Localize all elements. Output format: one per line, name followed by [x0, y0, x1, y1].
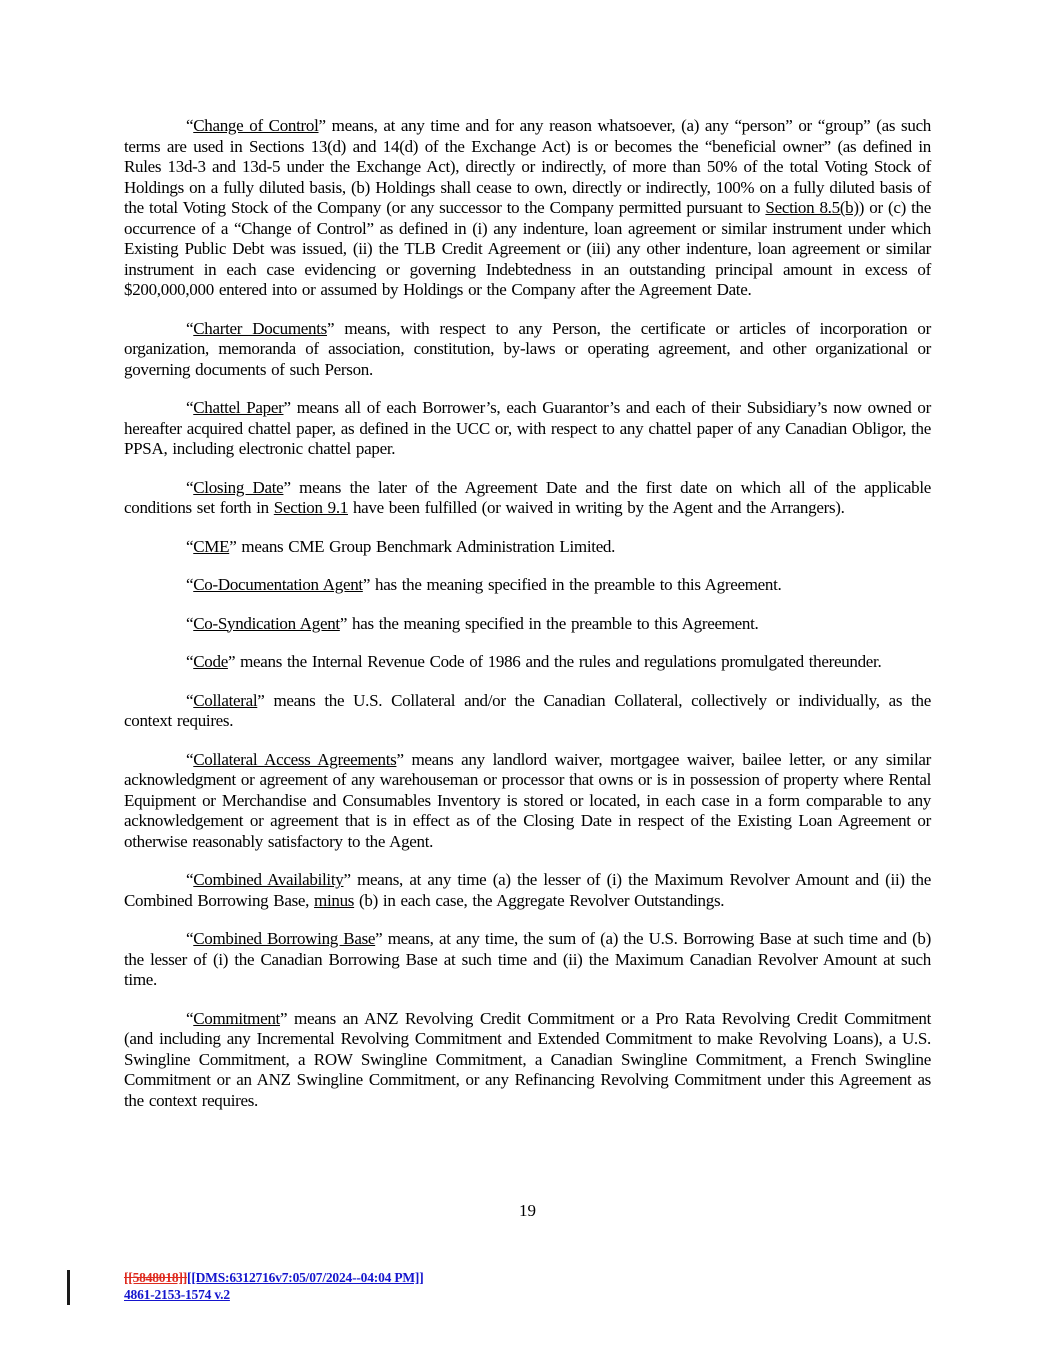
text-run: “: [186, 116, 194, 135]
defined-term: Co-Syndication Agent: [193, 613, 340, 633]
definition-paragraph: [124, 398, 931, 460]
text-run: “: [186, 690, 194, 710]
text-run: “: [186, 477, 194, 497]
definition-paragraph: [124, 116, 931, 301]
defined-term: Closing Date: [193, 477, 284, 497]
definition-paragraph: [124, 575, 931, 596]
text-run: ” means the later of the Agreement Date and the first date on which all of the applicable conditions set forth in: [124, 477, 931, 517]
text-run: “: [186, 652, 194, 671]
definition-paragraph: [124, 750, 931, 853]
defined-term: Collateral: [193, 690, 258, 710]
footer-line-1: [124, 1269, 424, 1286]
definition-paragraph: [124, 652, 931, 673]
text-run: ” has the meaning specified in the preamble to this Agreement.: [362, 575, 782, 594]
footer-line-2: [124, 1286, 424, 1303]
text-run: ” means the Internal Revenue Code of 1986 and the rules and regulations promulgated thereunder.: [227, 652, 882, 671]
defined-term: Code: [193, 652, 228, 671]
definition-paragraph: [124, 691, 931, 732]
definition-paragraph: [124, 319, 931, 381]
text-run: ” means, at any time, the sum of (a) the U.S. Borrowing Base at such time and (b) the lesser of (i) the Canadian Borrowing Base at such time and (ii) the Maximum Canadian Revolver Amount at such time.: [124, 929, 931, 989]
defined-term: Commitment: [193, 1008, 280, 1028]
text-run: “: [186, 929, 194, 948]
document-footer: [124, 1269, 424, 1303]
text-run: ” means CME Group Benchmark Administration Limited.: [229, 536, 616, 556]
text-run: have been fulfilled (or waived in writing by the Agent and the Arrangers).: [348, 498, 845, 517]
footer-revision-tag: [[5848018]]: [124, 1270, 188, 1285]
text-run: “: [186, 575, 194, 594]
text-run: “: [186, 398, 194, 417]
defined-term: Co-Documentation Agent: [193, 575, 363, 594]
text-run: ” means, at any time and for any reason whatsoever, (a) any “person” or “group” (as such terms are used in Sections 13(d) and 14(d) of the Exchange Act) is or becomes the “beneficial owner” (as defined in Rules 13d-3 and 13d-5 under the Exchange Act), directly or indirectly, of more than 50% of the total Voting Stock of Holdings on a fully diluted basis, (b) Holdings shall cease to own, directly or indirectly, 100% on a fully diluted basis of the total Voting Stock of the Company (or any successor to the Company permitted pursuant to: [124, 116, 932, 217]
text-run: “: [186, 870, 194, 889]
definition-paragraph: [124, 478, 931, 519]
defined-term: Collateral Access Agreements: [193, 749, 397, 769]
defined-term: Combined Availability: [193, 870, 344, 889]
change-bar: [67, 1270, 70, 1305]
definitions-list: [124, 116, 931, 1129]
text-run: (b) in each case, the Aggregate Revolver Outstandings.: [354, 890, 725, 910]
defined-term: CME: [193, 536, 230, 556]
definition-paragraph: [124, 614, 931, 635]
definition-paragraph: [124, 1009, 931, 1112]
footer-dms-stamp: [[DMS:6312716v7:05/07/2024--04:04 PM]]: [187, 1270, 424, 1285]
definition-paragraph: [124, 537, 931, 558]
text-run: “: [186, 318, 194, 338]
defined-term: Section 9.1: [273, 498, 348, 517]
text-run: “: [186, 536, 194, 556]
page-number: 19: [519, 1201, 536, 1220]
text-run: ) or (c) the occurrence of a “Change of Control” as defined in (i) any indenture, loan agreement or similar instrument under which Existing Public Debt was issued, (ii) the TLB Credit Agreement or (iii) any other indenture, loan agreement or similar instrument in each case evidencing or governing Indebtedness in an outstanding principal amount in excess of $200,000,000 entered into or assumed by Holdings or the Company after the Agreement Date.: [124, 198, 931, 299]
text-run: “: [186, 1008, 194, 1028]
defined-term: Combined Borrowing Base: [193, 929, 376, 948]
defined-term: Change of Control: [193, 116, 319, 135]
text-run: ” means, at any time (a) the lesser of (i) the Maximum Revolver Amount and (ii) the Combined Borrowing Base,: [124, 870, 931, 910]
defined-term: Chattel Paper: [193, 398, 284, 417]
text-run: “: [186, 749, 194, 769]
definition-paragraph: [124, 870, 931, 911]
text-run: ” means any landlord waiver, mortgagee waiver, bailee letter, or any similar acknowledgment or agreement of any warehouseman or processor that owns or is in possession of property where Rental Equipment or Merchandise and Consumables Inventory is stored or located, in each case in a form comparable to any acknowledgement or agreement that is in effect as of the Closing Date in respect of the Existing Loan Agreement or otherwise reasonably satisfactory to the Agent.: [124, 749, 931, 851]
footer-doc-number: 4861-2153-1574 v.2: [124, 1287, 230, 1302]
text-run: ” means an ANZ Revolving Credit Commitment or a Pro Rata Revolving Credit Commitment (and including any Incremental Revolving Commitment and Extended Commitment to make Revolving Loans), a U.S. Swingline Commitment, a ROW Swingline Commitment, a Canadian Swingline Commitment, a French Swingline Commitment or an ANZ Swingline Commitment, or any Refinancing Revolving Commitment under this Agreement as the context requires.: [124, 1008, 931, 1110]
text-run: “: [186, 613, 194, 633]
text-run: ” means, with respect to any Person, the certificate or articles of incorporation or organization, memoranda of association, constitution, by-laws or operating agreement, and other organizational or governing documents of such Person.: [124, 318, 931, 379]
defined-term: Charter Documents: [193, 318, 327, 338]
definition-paragraph: [124, 929, 931, 991]
text-run: ” means the U.S. Collateral and/or the Canadian Collateral, collectively or individually, as the context requires.: [124, 690, 931, 730]
text-run: ” has the meaning specified in the preamble to this Agreement.: [339, 613, 759, 633]
defined-term: minus: [314, 890, 355, 910]
defined-term: Section 8.5(b): [765, 198, 859, 217]
text-run: ” means all of each Borrower’s, each Guarantor’s and each of their Subsidiary’s now owned or hereafter acquired chattel paper, as defined in the UCC or, with respect to any chattel paper of any Canadian Obligor, the PPSA, including electronic chattel paper.: [124, 398, 931, 458]
